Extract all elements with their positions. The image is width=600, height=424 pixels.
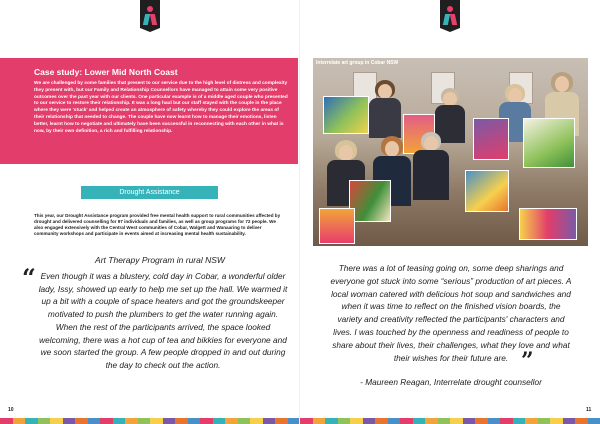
color-strip-segment bbox=[213, 418, 226, 424]
color-strip-segment bbox=[113, 418, 126, 424]
color-strip-segment bbox=[63, 418, 76, 424]
drought-assistance-header: Drought Assistance bbox=[81, 186, 218, 199]
interrelate-logo-icon bbox=[440, 0, 460, 32]
color-strip-segment bbox=[438, 418, 451, 424]
color-strip-segment bbox=[413, 418, 426, 424]
page-number-right: 11 bbox=[586, 407, 592, 413]
color-strip-segment bbox=[175, 418, 188, 424]
color-strip-segment bbox=[0, 418, 13, 424]
color-strip-segment bbox=[263, 418, 276, 424]
color-strip-segment bbox=[400, 418, 413, 424]
color-strip-segment bbox=[325, 418, 338, 424]
color-strip-segment bbox=[375, 418, 388, 424]
color-strip-segment bbox=[575, 418, 588, 424]
case-study-title: Case study: Lower Mid North Coast bbox=[34, 67, 178, 77]
open-quote-mark: “ bbox=[22, 263, 36, 292]
color-strip-segment bbox=[150, 418, 163, 424]
color-strip-segment bbox=[425, 418, 438, 424]
art-therapy-title: Art Therapy Program in rural NSW bbox=[95, 255, 225, 265]
close-quote-mark: ” bbox=[521, 348, 534, 374]
color-strip-segment bbox=[200, 418, 213, 424]
artwork-canvas bbox=[349, 180, 391, 222]
color-strip-segment bbox=[525, 418, 538, 424]
color-strip-segment bbox=[463, 418, 476, 424]
color-strip-segment bbox=[300, 418, 313, 424]
color-strip-segment bbox=[225, 418, 238, 424]
drought-assistance-body: This year, our Drought Assistance program provided free mental health support to rural communities affected by drought and delivered counselling for 97 individuals and families, as well as group programs for 72 people. We also engaged extensively with the Central West communities of Cobar, Walgett and Wanaaring to deliver community workshops and participate in events aimed at increasing mental health sustainability. bbox=[34, 213, 281, 236]
color-strip-left bbox=[0, 418, 300, 424]
color-strip-segment bbox=[163, 418, 176, 424]
color-strip-segment bbox=[188, 418, 201, 424]
color-strip-segment bbox=[588, 418, 600, 424]
color-strip-segment bbox=[388, 418, 401, 424]
color-strip-segment bbox=[125, 418, 138, 424]
counsellor-quote: There was a lot of teasing going on, some deep sharings and everyone got stuck into some “serious” production of art pieces. A local woman catered with delicious hot soup and sandwiches and when it was time to reflect on the finished vision boards, the variety and creativity reflected the participants' characters and lives. I was touched by the openness and readiness of people to share about their lives, their challenges, what they love and what their wishes for their future are. bbox=[330, 263, 572, 363]
color-strip-segment bbox=[25, 418, 38, 424]
art-group-photo bbox=[313, 58, 588, 246]
artwork-canvas bbox=[323, 96, 369, 134]
artwork-canvas bbox=[519, 208, 577, 240]
color-strip-segment bbox=[275, 418, 288, 424]
page-number-left: 10 bbox=[8, 407, 14, 413]
color-strip-segment bbox=[138, 418, 151, 424]
color-strip-segment bbox=[238, 418, 251, 424]
artwork-canvas bbox=[319, 208, 355, 244]
color-strip-segment bbox=[88, 418, 101, 424]
color-strip-segment bbox=[550, 418, 563, 424]
color-strip-segment bbox=[450, 418, 463, 424]
quote-attribution: - Maureen Reagan, Interrelate drought counsellor bbox=[360, 377, 542, 387]
color-strip-segment bbox=[350, 418, 363, 424]
art-therapy-quote: Even though it was a blustery, cold day in Cobar, a wonderful older lady, Issy, showed up early to help me set up the hall. We warmed it up a bit with a couple of space heaters and got the groundskeeper motivated to push the plumbers to get the water running again. When the rest of the participants arrived, the space looked welcoming, there was a hot cup of tea and bikkies for everyone and we soon started the group. A few people dropped in and out during the day to check out the action. bbox=[38, 271, 288, 370]
photo-caption: Interrelate art group in Cobar NSW bbox=[316, 60, 399, 66]
color-strip-segment bbox=[100, 418, 113, 424]
color-strip-segment bbox=[50, 418, 63, 424]
color-strip-segment bbox=[338, 418, 351, 424]
color-strip-segment bbox=[500, 418, 513, 424]
color-strip-segment bbox=[538, 418, 551, 424]
case-study-body: We are challenged by some families that present to our service due to the high level of distress and complexity they present with, but our Family and Relationship Counsellors have managed to attain some very positive outcomes over the past year with our clients. One particular example is of a middle aged couple who presented to our service to restore their relationship. It was a long haul but our staff stayed with the couple in the place where they were 'stuck' and helped create an atmosphere of safety whereby they could explore the areas of their relationship that needed to change. The couple have now learnt how to manage their emotions, listen better, learnt how to negotiate and ultimately have been successful in reconnecting with each other in what is now, by their own definition, a rich and fulfilling relationship. bbox=[34, 81, 288, 134]
color-strip-segment bbox=[488, 418, 501, 424]
color-strip-segment bbox=[363, 418, 376, 424]
color-strip-segment bbox=[13, 418, 26, 424]
artwork-canvas bbox=[465, 170, 509, 212]
color-strip-segment bbox=[513, 418, 526, 424]
color-strip-segment bbox=[38, 418, 51, 424]
color-strip-segment bbox=[75, 418, 88, 424]
artwork-canvas bbox=[523, 118, 575, 168]
color-strip-segment bbox=[250, 418, 263, 424]
artwork-canvas bbox=[473, 118, 509, 160]
interrelate-logo-icon bbox=[140, 0, 160, 32]
color-strip-segment bbox=[313, 418, 326, 424]
color-strip-right bbox=[300, 418, 600, 424]
color-strip-segment bbox=[475, 418, 488, 424]
color-strip-segment bbox=[563, 418, 576, 424]
